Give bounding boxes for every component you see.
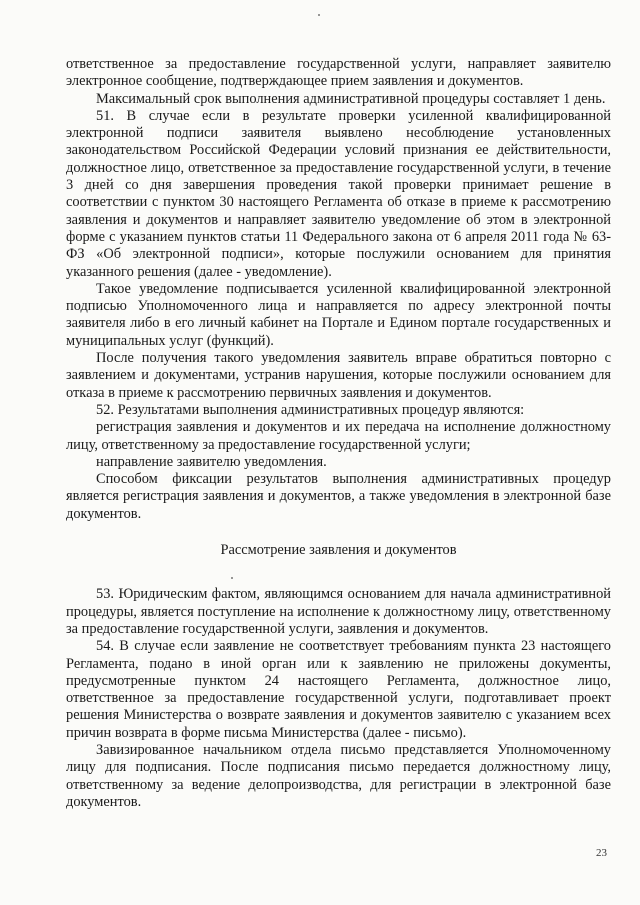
section-heading: Рассмотрение заявления и документов (220, 542, 457, 559)
paragraph: 51. В случае если в результате проверки усиленной квалифицированной электронной подписи заявителя выявлено несоблюдение установленных законодательством Российской Федерации условий признания ее действительности, должностное лицо, ответственное за предоставление государственной услуги, в течение 3 дней со дня завершения проведения такой проверки принимает решение в соответствии с пунктом 30 настоящего Регламента об отказе в приеме к рассмотрению заявления и документов и направляет заявителю уведомление об этом в электронной форме с указанием пунктов статьи 11 Федерального закона от 6 апреля 2011 года № 63-ФЗ «Об электронной подписи», которые послужили основанием для принятия указанного решения (далее - уведомление). (66, 107, 611, 280)
paragraph: направление заявителю уведомления. (96, 453, 327, 470)
scan-speck (318, 14, 320, 16)
paragraph: 54. В случае если заявление не соответствует требованиям пункта 23 настоящего Регламента, подано в иной орган или к заявлению не приложены документы, предусмотренные пунктом 24 настоящего Регламента, должностное лицо, ответственное за предоставление государственной услуги, подготавливает проект решения Министерства о возврате заявления и документов заявителю с указанием всех причин возврата в форме письма Министерства (далее - письмо). (66, 638, 611, 741)
paragraphs-top (66, 56, 611, 523)
paragraphs-bottom (66, 586, 611, 811)
paragraph: После получения такого уведомления заявитель вправе обратиться повторно с заявлением и документами, устранив нарушения, которые послужили основанием для отказа в приеме к рассмотрению первичных заявления и документов. (66, 350, 611, 401)
paragraph: Такое уведомление подписывается усиленной квалифицированной электронной подписью Уполномоченного лица и направляется по адресу электронной почты заявителя либо в его личный кабинет на Портале и Едином портале государственных и муниципальных услуг (функций). (66, 280, 611, 349)
paragraph: Способом фиксации результатов выполнения административных процедур является регистрация заявления и документов, а также уведомления в электронной базе документов. (66, 471, 611, 522)
paragraph: ответственное за предоставление государственной услуги, направляет заявителю электронное сообщение, подтверждающее прием заявления и документов. (66, 56, 611, 90)
document-body (66, 56, 611, 811)
paragraph: 52. Результатами выполнения административных процедур являются: (96, 401, 525, 418)
paragraph: регистрация заявления и документов и их передача на исполнение должностному лицу, ответственному за предоставление государственной услуги; (66, 419, 611, 453)
paragraph: Максимальный срок выполнения административной процедуры составляет 1 день. (96, 90, 606, 107)
paragraph: 53. Юридическим фактом, являющимся основанием для начала административной процедуры, является поступление на исполнение к должностному лицу, ответственному за предоставление государственной услуги, заявления и документов. (66, 586, 611, 637)
page-number: 23 (596, 847, 607, 859)
paragraph: Завизированное начальником отдела письмо представляется Уполномоченному лицу для подписания. После подписания письмо передается должностному лицу, ответственному за ведение делопроизводства, для регистрации в электронной базе документов. (66, 741, 611, 810)
